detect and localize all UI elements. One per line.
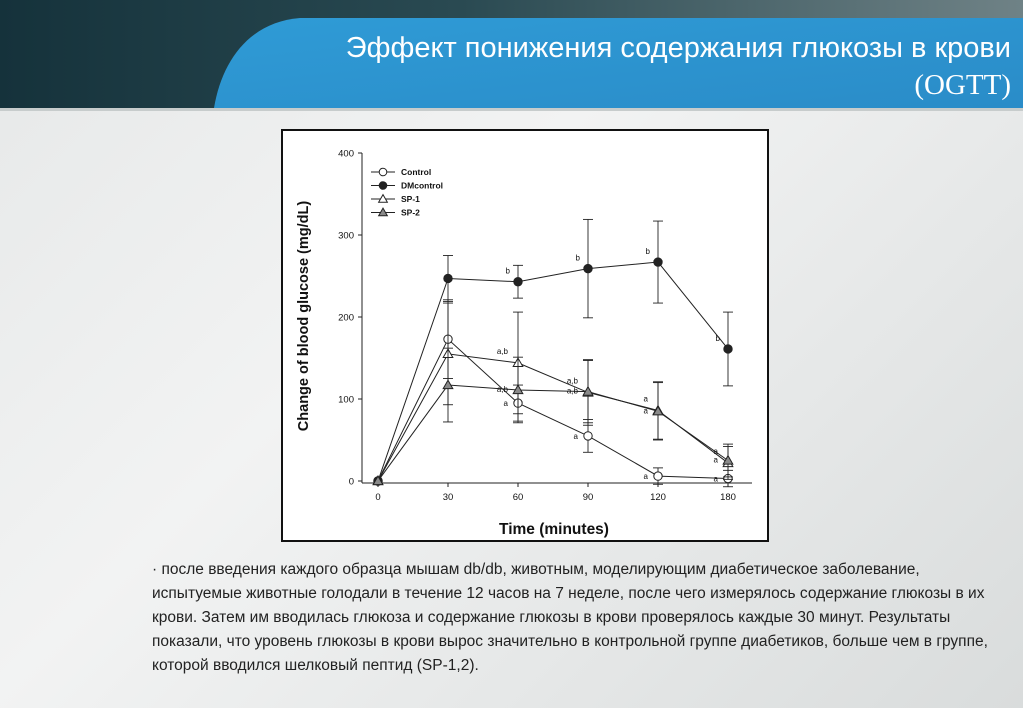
legend-label-control: Control bbox=[401, 167, 432, 177]
slide-title-main: Эффект понижения содержания глюкозы в крови bbox=[345, 32, 1011, 64]
data-label-dmcontrol: b bbox=[715, 333, 720, 343]
x-axis-label: Time (minutes) bbox=[499, 521, 609, 538]
x-tick-label: 30 bbox=[442, 492, 454, 503]
data-label-sp-1: a bbox=[713, 446, 718, 456]
data-label-sp-2: a bbox=[713, 455, 718, 465]
legend-label-sp-1: SP-1 bbox=[401, 194, 420, 204]
data-label-dmcontrol: b bbox=[645, 247, 650, 257]
point-control bbox=[584, 432, 592, 440]
y-tick-label: 400 bbox=[338, 148, 354, 160]
figure-frame bbox=[281, 129, 769, 542]
data-label-sp-1: a,b bbox=[496, 346, 508, 356]
x-tick-label: 90 bbox=[582, 492, 594, 503]
data-label-sp-1: a bbox=[643, 394, 648, 404]
point-dmcontrol bbox=[724, 345, 732, 353]
banner-shadow-line bbox=[0, 108, 1023, 111]
y-tick-label: 200 bbox=[338, 312, 354, 324]
point-dmcontrol bbox=[444, 274, 452, 282]
legend-marker-sp-2 bbox=[379, 208, 388, 216]
point-dmcontrol bbox=[654, 258, 662, 266]
slide-title bbox=[311, 30, 1011, 104]
data-label-control: a bbox=[643, 472, 648, 482]
data-label-sp-2: a bbox=[643, 406, 648, 416]
data-label-dmcontrol: b bbox=[505, 266, 510, 276]
series-line-sp-2 bbox=[378, 385, 728, 481]
x-tick-label: 0 bbox=[375, 492, 381, 503]
series-line-dmcontrol bbox=[378, 262, 728, 481]
y-tick-label: 100 bbox=[338, 394, 354, 406]
slide-title-sub: (OGTT) bbox=[914, 69, 1011, 101]
y-tick-label: 300 bbox=[338, 230, 354, 242]
x-tick-label: 120 bbox=[650, 492, 666, 503]
legend-marker-sp-1 bbox=[379, 195, 388, 203]
data-label-dmcontrol: b bbox=[575, 253, 580, 263]
data-label-sp-1: a,b bbox=[566, 376, 578, 386]
point-control bbox=[654, 472, 662, 480]
x-tick-label: 60 bbox=[512, 492, 524, 503]
y-axis-label: Change of blood glucose (mg/dL) bbox=[296, 200, 312, 432]
point-dmcontrol bbox=[584, 264, 592, 272]
data-label-sp-2: a,b bbox=[566, 386, 578, 396]
y-tick-label: 0 bbox=[348, 476, 354, 488]
data-label-control: a bbox=[503, 399, 508, 409]
point-dmcontrol bbox=[514, 278, 522, 286]
data-label-sp-2: a,b bbox=[496, 384, 508, 394]
caption-text: · после введения каждого образца мышам db/db, животным, моделирующим диабетическое заболевание, испытуемые животные голодали в течение 12 часов на 7 неделе, после чего измерялось содержание глюкозы в их крови. Затем им вводилась глюкоза и содержание глюкозы в крови проверялось каждые 30 минут. Результаты показали, что уровень глюкозы в крови вырос значительно в контрольной группе диабетиков, больше чем в группе, которой вводился шелковый пептид (SP-1,2). bbox=[152, 561, 988, 674]
legend-label-sp-2: SP-2 bbox=[401, 207, 420, 218]
legend-label-dmcontrol: DMcontrol bbox=[401, 180, 444, 191]
legend-marker-control bbox=[379, 168, 387, 176]
series-line-control bbox=[378, 339, 728, 481]
series-line-sp-1 bbox=[378, 354, 728, 481]
glucose-chart bbox=[283, 131, 767, 540]
legend-marker-dmcontrol bbox=[379, 182, 387, 190]
data-label-control: a bbox=[573, 431, 578, 441]
data-label-control: a bbox=[713, 474, 718, 484]
point-sp-2 bbox=[443, 380, 453, 388]
x-tick-label: 180 bbox=[720, 492, 736, 503]
